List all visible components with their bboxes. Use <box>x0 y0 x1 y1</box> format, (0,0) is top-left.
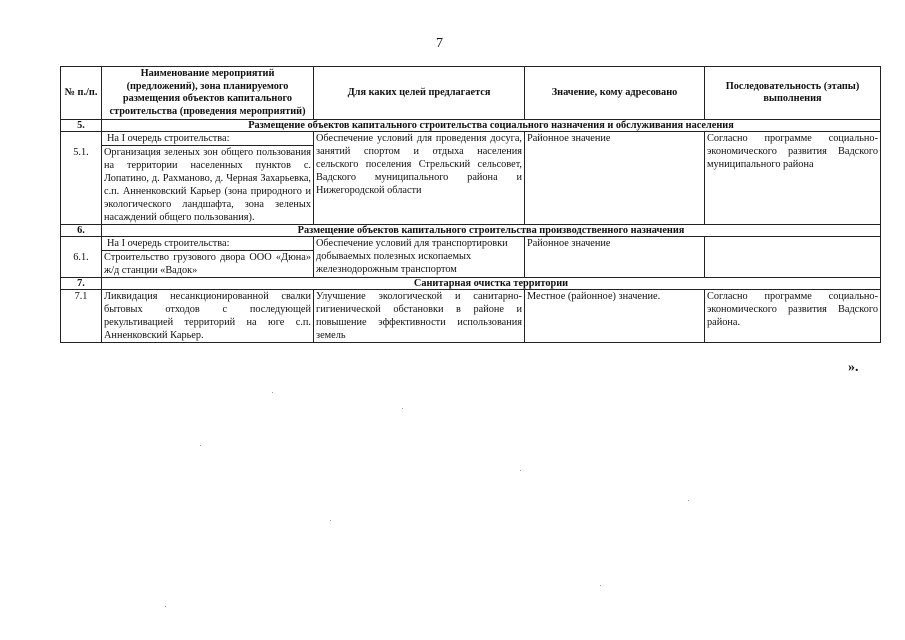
scan-speck <box>272 392 273 393</box>
scan-speck <box>600 585 601 586</box>
item-sequence: Согласно программе социально-экономического развития Вадского района. <box>705 290 881 343</box>
header-number: № п./п. <box>61 67 102 120</box>
header-purpose: Для каких целей предлагается <box>314 67 525 120</box>
section-title: Размещение объектов капитального строительства социального назначения и обслуживания населения <box>102 120 881 132</box>
table-row <box>61 290 881 343</box>
header-significance: Значение, кому адресовано <box>525 67 705 120</box>
item-number: 5.1. <box>61 132 102 225</box>
measures-table <box>60 66 881 343</box>
header-row <box>61 67 881 120</box>
stage-label: На I очередь строительства: <box>102 237 314 251</box>
table-row <box>61 237 881 251</box>
header-sequence: Последовательность (этапы) выполнения <box>705 67 881 120</box>
item-significance: Районное значение <box>525 237 705 278</box>
section-title: Размещение объектов капитального строительства производственного назначения <box>102 225 881 237</box>
stage-label: На I очередь строительства: <box>102 132 314 146</box>
scan-speck <box>402 408 403 409</box>
item-name: Строительство грузового двора ООО «Дюна» ж/д станции «Вадок» <box>102 251 314 278</box>
table-row <box>61 132 881 146</box>
item-sequence <box>705 237 881 278</box>
scan-speck <box>688 500 689 501</box>
section-row <box>61 225 881 237</box>
item-name: Ликвидация несанкционированной свалки бытовых отходов с последующей рекультивацией территорий на юге с.п. Анненковский Карьер. <box>102 290 314 343</box>
item-name: Организация зеленых зон общего пользования на территории населенных пунктов с. Лопатино, д. Рахманово, д. Черная Захарьевка, с.п. Анненковский Карьер (зона природного и экологического ландшафта, зона зеленых насаждений общего пользования). <box>102 146 314 225</box>
page-number: 7 <box>436 36 443 51</box>
item-number: 7.1 <box>61 290 102 343</box>
item-number: 6.1. <box>61 237 102 278</box>
scan-speck <box>330 520 331 521</box>
item-significance: Районное значение <box>525 132 705 225</box>
section-row <box>61 278 881 290</box>
section-number: 6. <box>61 225 102 237</box>
scan-speck <box>520 470 521 471</box>
closing-quote-mark: ». <box>848 360 859 375</box>
item-purpose: Обеспечение условий для транспортировки добываемых полезных ископаемых железнодорожным транспортом <box>314 237 525 278</box>
section-number: 7. <box>61 278 102 290</box>
section-title: Санитарная очистка территории <box>102 278 881 290</box>
section-number: 5. <box>61 120 102 132</box>
section-row <box>61 120 881 132</box>
scan-speck <box>200 445 201 446</box>
item-significance: Местное (районное) значение. <box>525 290 705 343</box>
header-name: Наименование мероприятий (предложений), зона планируемого размещения объектов капитального строительства (проведения мероприятий) <box>102 67 314 120</box>
item-sequence: Согласно программе социально-экономического развития Вадского муниципального района <box>705 132 881 225</box>
scan-speck <box>165 606 166 607</box>
item-purpose: Обеспечение условий для проведения досуга, занятий спортом и отдыха населения сельского поселения Стрельский сельсовет, Вадского муниципального района и Нижегородской области <box>314 132 525 225</box>
item-purpose: Улучшение экологической и санитарно-гигиенической обстановки в районе и повышение эффективности использования земель <box>314 290 525 343</box>
